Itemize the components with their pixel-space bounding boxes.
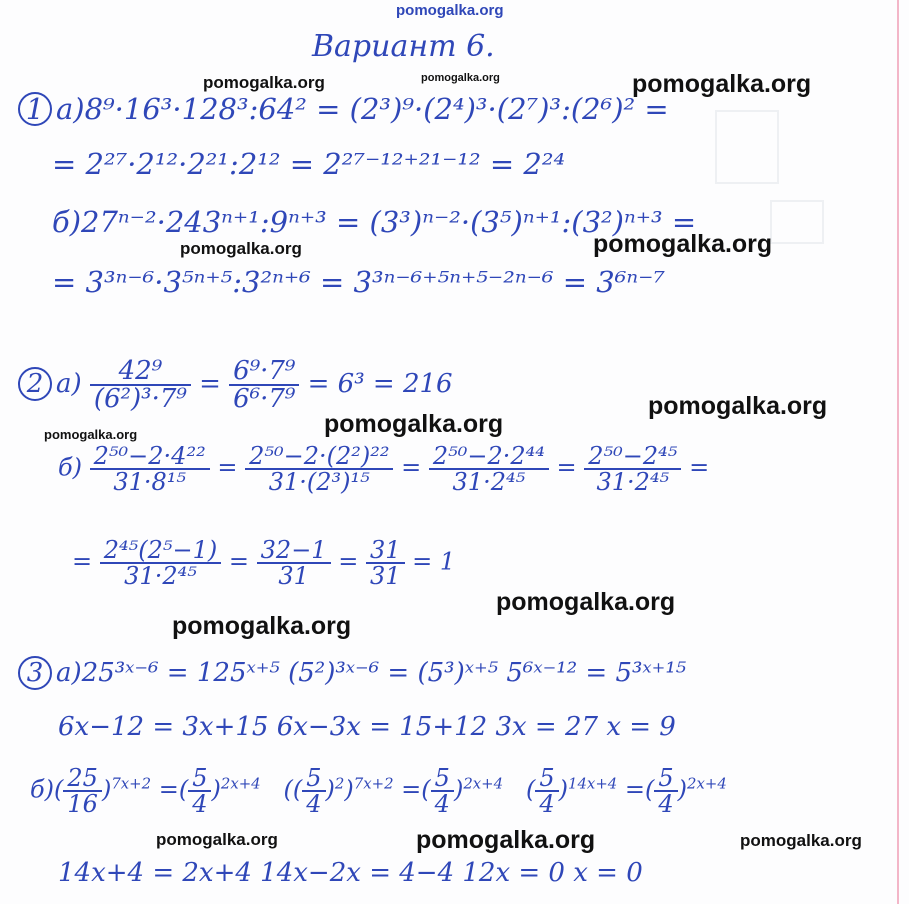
exponent: 2x+4 [463, 774, 504, 793]
equals-sign: = [228, 547, 250, 576]
problem-number: 1 [18, 92, 52, 126]
part-label: а) [56, 92, 85, 126]
denominator: 16 [67, 790, 98, 818]
numerator: 2⁵⁰−2⁴⁵ [584, 444, 681, 470]
expression: 27ⁿ⁻²·243ⁿ⁺¹:9ⁿ⁺³ = (3³)ⁿ⁻²·(3⁵)ⁿ⁺¹:(3²)ⁿ⁺³ = [81, 205, 697, 239]
numerator: 5 [431, 766, 454, 792]
fraction [366, 538, 405, 588]
problem-3-line-b1: б)( $\frac{25}{16}$ )$^{7x+2}$ =( $\frac{5}{4}$ )$^{2x+4}$ (( $\frac{5}{4}$ )$^2$)$^{7x+2}$ =( $\frac{5}{4}$ )$^{2x+4}$ ( $\frac{5}{4}$ )$^{14x+4}$ =( $\frac{5}{4}$ )$^{2x+4}$ [30, 764, 727, 818]
equals-sign: = [556, 453, 577, 482]
denominator: 31·8¹⁵ [113, 468, 187, 496]
margin-line [897, 0, 899, 904]
equals-sign: = [689, 453, 710, 482]
numerator: 25 [63, 766, 102, 792]
part-label: б) [52, 205, 82, 239]
problem-1-line-a2: = 2²⁷·2¹²·2²¹:2¹² = 2²⁷⁻¹²⁺²¹⁻¹² = 2²⁴ [52, 147, 566, 181]
denominator: 4 [658, 790, 674, 818]
watermark: pomogalka.org [648, 392, 828, 420]
fraction [302, 766, 325, 816]
equals-sign: = [338, 547, 359, 576]
part-label: б) [58, 453, 83, 482]
fraction [257, 538, 331, 588]
denominator: 31·2⁴⁵ [452, 468, 526, 496]
numerator: 5 [302, 766, 325, 792]
problem-1-line-a1 [18, 92, 669, 126]
exponent: 7x+2 [111, 774, 152, 793]
fraction [90, 358, 191, 412]
watermark: pomogalka.org [156, 830, 278, 849]
equals-sign: = [199, 369, 221, 399]
numerator: 42⁹ [90, 358, 191, 386]
problem-number: 3 [18, 656, 52, 690]
fraction [90, 444, 210, 494]
denominator: 31 [278, 562, 309, 590]
fraction [535, 766, 558, 816]
fraction [584, 444, 681, 494]
result: = 1 [412, 547, 456, 576]
denominator: (6²)³·7⁹ [93, 384, 187, 414]
problem-2-line-b [58, 444, 709, 494]
fraction [63, 766, 102, 816]
denominator: 31·2⁴⁵ [596, 468, 670, 496]
denominator: 31·2⁴⁵ [124, 562, 197, 590]
watermark: pomogalka.org [180, 239, 302, 258]
faint-grid-2 [770, 200, 824, 244]
numerator: 2⁵⁰−2·2⁴⁴ [429, 444, 549, 470]
denominator: 31 [369, 562, 401, 590]
fraction [431, 766, 454, 816]
denominator: 4 [306, 790, 322, 818]
problem-1-line-b2: = 3³ⁿ⁻⁶·3⁵ⁿ⁺⁵:3²ⁿ⁺⁶ = 3³ⁿ⁻⁶⁺⁵ⁿ⁺⁵⁻²ⁿ⁻⁶ = 3⁶ⁿ⁻⁷ [52, 265, 666, 299]
watermark: pomogalka.org [203, 73, 325, 92]
denominator: 6⁶·7⁹ [233, 384, 296, 414]
numerator: 32−1 [257, 538, 331, 564]
numerator: 6⁹·7⁹ [229, 358, 299, 386]
exponent: 2 [334, 774, 345, 793]
fraction [245, 444, 393, 494]
part-label: а) [56, 658, 82, 688]
problem-3-line-a2: 6x−12 = 3x+15 6x−3x = 15+12 3x = 27 x = 9 [58, 712, 676, 742]
numerator: 5 [654, 766, 677, 792]
watermark: pomogalka.org [416, 826, 596, 854]
problem-number: 2 [18, 367, 52, 401]
problem-2-line-c [72, 538, 455, 588]
denominator: 4 [434, 790, 450, 818]
equals-sign: = [401, 453, 422, 482]
exponent: 2x+4 [220, 774, 261, 793]
numerator: 2⁵⁰−2·(2²)²² [245, 444, 393, 470]
exponent: 14x+4 [568, 774, 618, 793]
fraction [654, 766, 677, 816]
fraction [229, 358, 299, 412]
problem-3-line-a1 [18, 656, 686, 690]
page-title: Вариант 6. [312, 29, 495, 64]
numerator: 2⁴⁵(2⁵−1) [100, 538, 222, 564]
watermark: pomogalka.org [593, 230, 773, 258]
result: = 6³ = 216 [307, 369, 453, 399]
exponent: 7x+2 [353, 774, 394, 793]
watermark: pomogalka.org [496, 588, 676, 616]
numerator: 31 [366, 538, 405, 564]
numerator: 5 [188, 766, 211, 792]
fraction [100, 538, 222, 588]
numerator: 5 [535, 766, 558, 792]
fraction [429, 444, 549, 494]
problem-2-line-a [18, 358, 453, 412]
part-label: а) [56, 369, 82, 399]
part-label: б) [30, 775, 55, 804]
watermark-top: pomogalka.org [396, 2, 504, 19]
watermark: pomogalka.org [740, 831, 862, 850]
expression: 25³ˣ⁻⁶ = 125ˣ⁺⁵ (5²)³ˣ⁻⁶ = (5³)ˣ⁺⁵ 5⁶ˣ⁻¹² = 5³ˣ⁺¹⁵ [81, 658, 687, 688]
denominator: 4 [539, 790, 555, 818]
numerator: 2⁵⁰−2·4²² [90, 444, 210, 470]
watermark: pomogalka.org [421, 72, 500, 84]
exponent: 2x+4 [687, 774, 727, 793]
watermark: pomogalka.org [324, 410, 504, 438]
equals-sign: = [217, 453, 238, 482]
fraction [188, 766, 211, 816]
expression: 8⁹·16³·128³:64² = (2³)⁹·(2⁴)³·(2⁷)³:(2⁶)² = [84, 92, 669, 126]
denominator: 31·(2³)¹⁵ [268, 468, 370, 496]
watermark: pomogalka.org [172, 612, 352, 640]
watermark: pomogalka.org [44, 427, 138, 442]
problem-3-line-b2: 14x+4 = 2x+4 14x−2x = 4−4 12x = 0 x = 0 [58, 858, 643, 888]
watermark: pomogalka.org [632, 70, 812, 98]
equals-sign: = [72, 547, 93, 576]
faint-grid-1 [715, 110, 779, 184]
denominator: 4 [192, 790, 208, 818]
